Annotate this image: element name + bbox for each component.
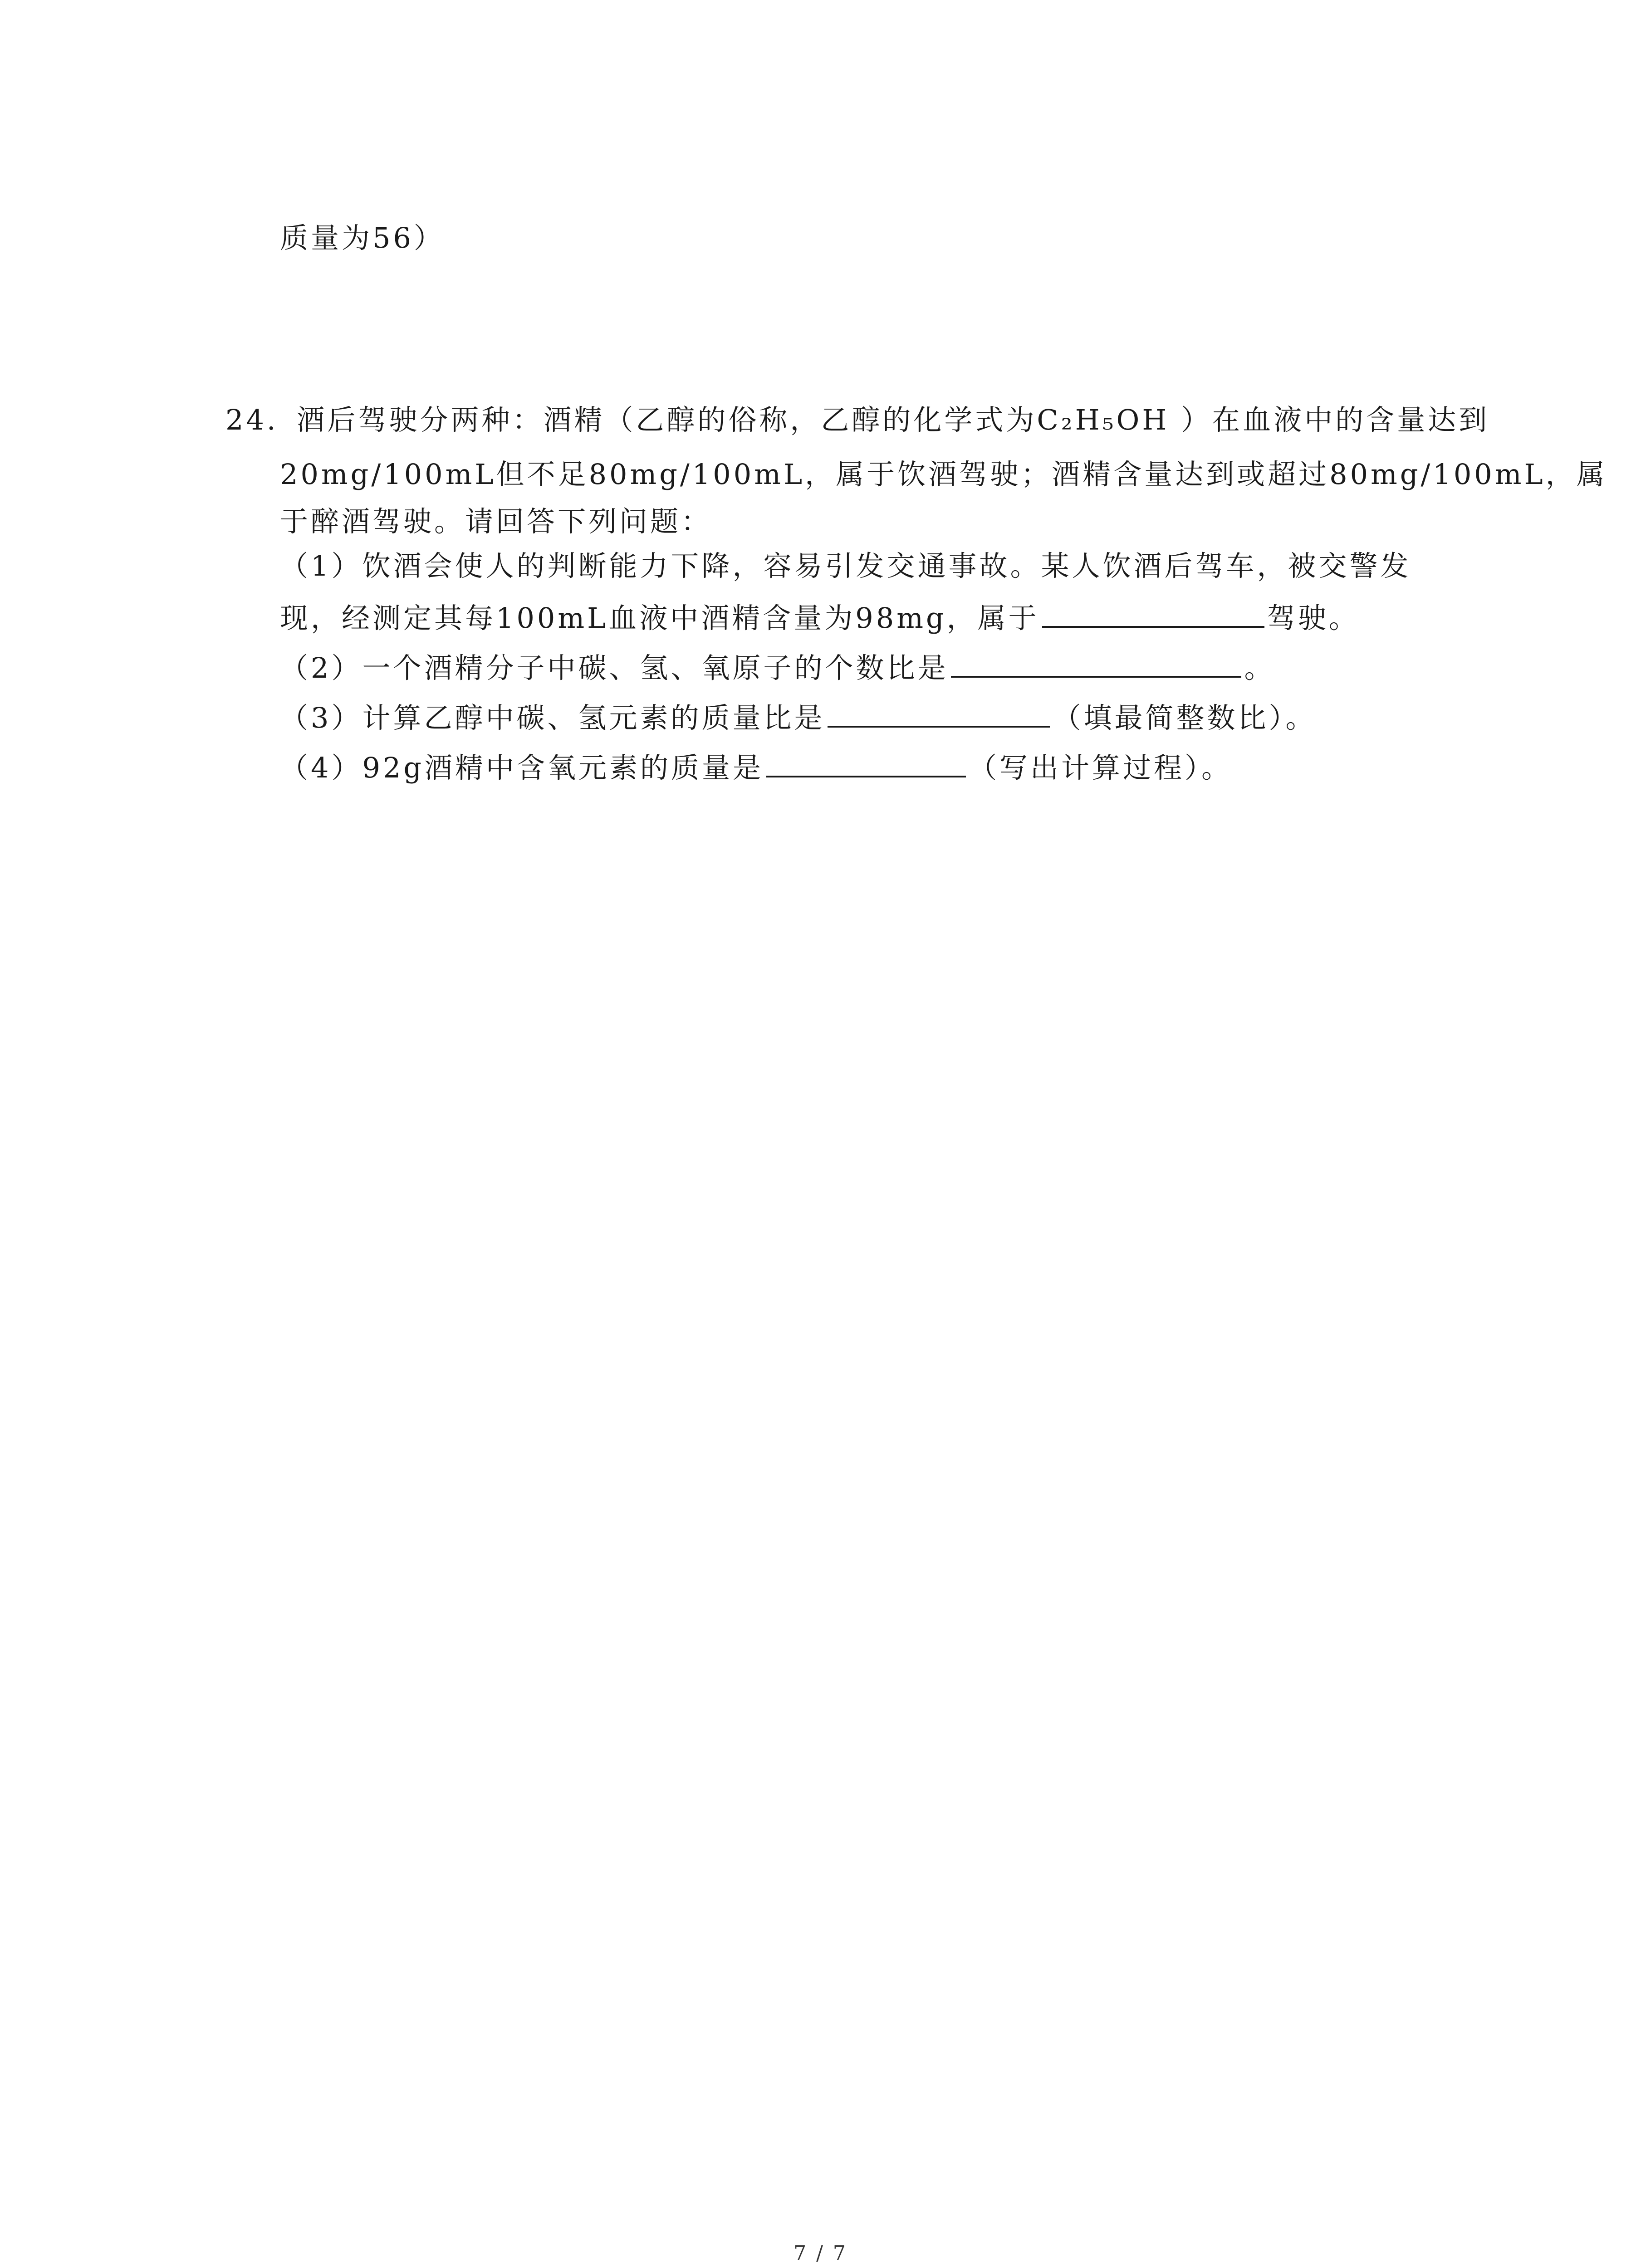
part-1-line2: 现，经测定其每100mL血液中酒精含量为98mg，属于 驾驶。: [280, 598, 1360, 636]
part-4-line: （4）92g酒精中含氧元素的质量是 （写出计算过程）。: [280, 748, 1232, 786]
page-number: 7 / 7: [794, 2242, 847, 2265]
question-stem: 酒后驾驶分两种：酒精（乙醇的俗称，乙醇的化学式为C₂H₅OH ）在血液中的含量达到: [296, 403, 1490, 436]
question-24-stem-line2: 20mg/100mL但不足80mg/100mL，属于饮酒驾驶；酒精含量达到或超过80mg/100mL，属: [280, 458, 1607, 491]
answer-blank-3[interactable]: [828, 698, 1050, 728]
part-1-line1: （1）饮酒会使人的判断能力下降，容易引发交通事故。某人饮酒后驾车，被交警发: [280, 549, 1411, 582]
question-24-stem-line1: [225, 402, 1489, 438]
part-3-line: （3）计算乙醇中碳、氢元素的质量比是 （填最简整数比）。: [280, 698, 1316, 736]
part-2-line: （2）一个酒精分子中碳、氢、氧原子的个数比是 。: [280, 648, 1275, 686]
question-number: 24.: [225, 403, 279, 436]
continuation-text: 质量为56）: [280, 221, 445, 254]
answer-blank-2[interactable]: [951, 648, 1241, 678]
answer-blank-4[interactable]: [766, 748, 966, 777]
answer-blank-1[interactable]: [1042, 598, 1264, 628]
question-24-stem-line3: 于醉酒驾驶。请回答下列问题：: [280, 505, 712, 538]
